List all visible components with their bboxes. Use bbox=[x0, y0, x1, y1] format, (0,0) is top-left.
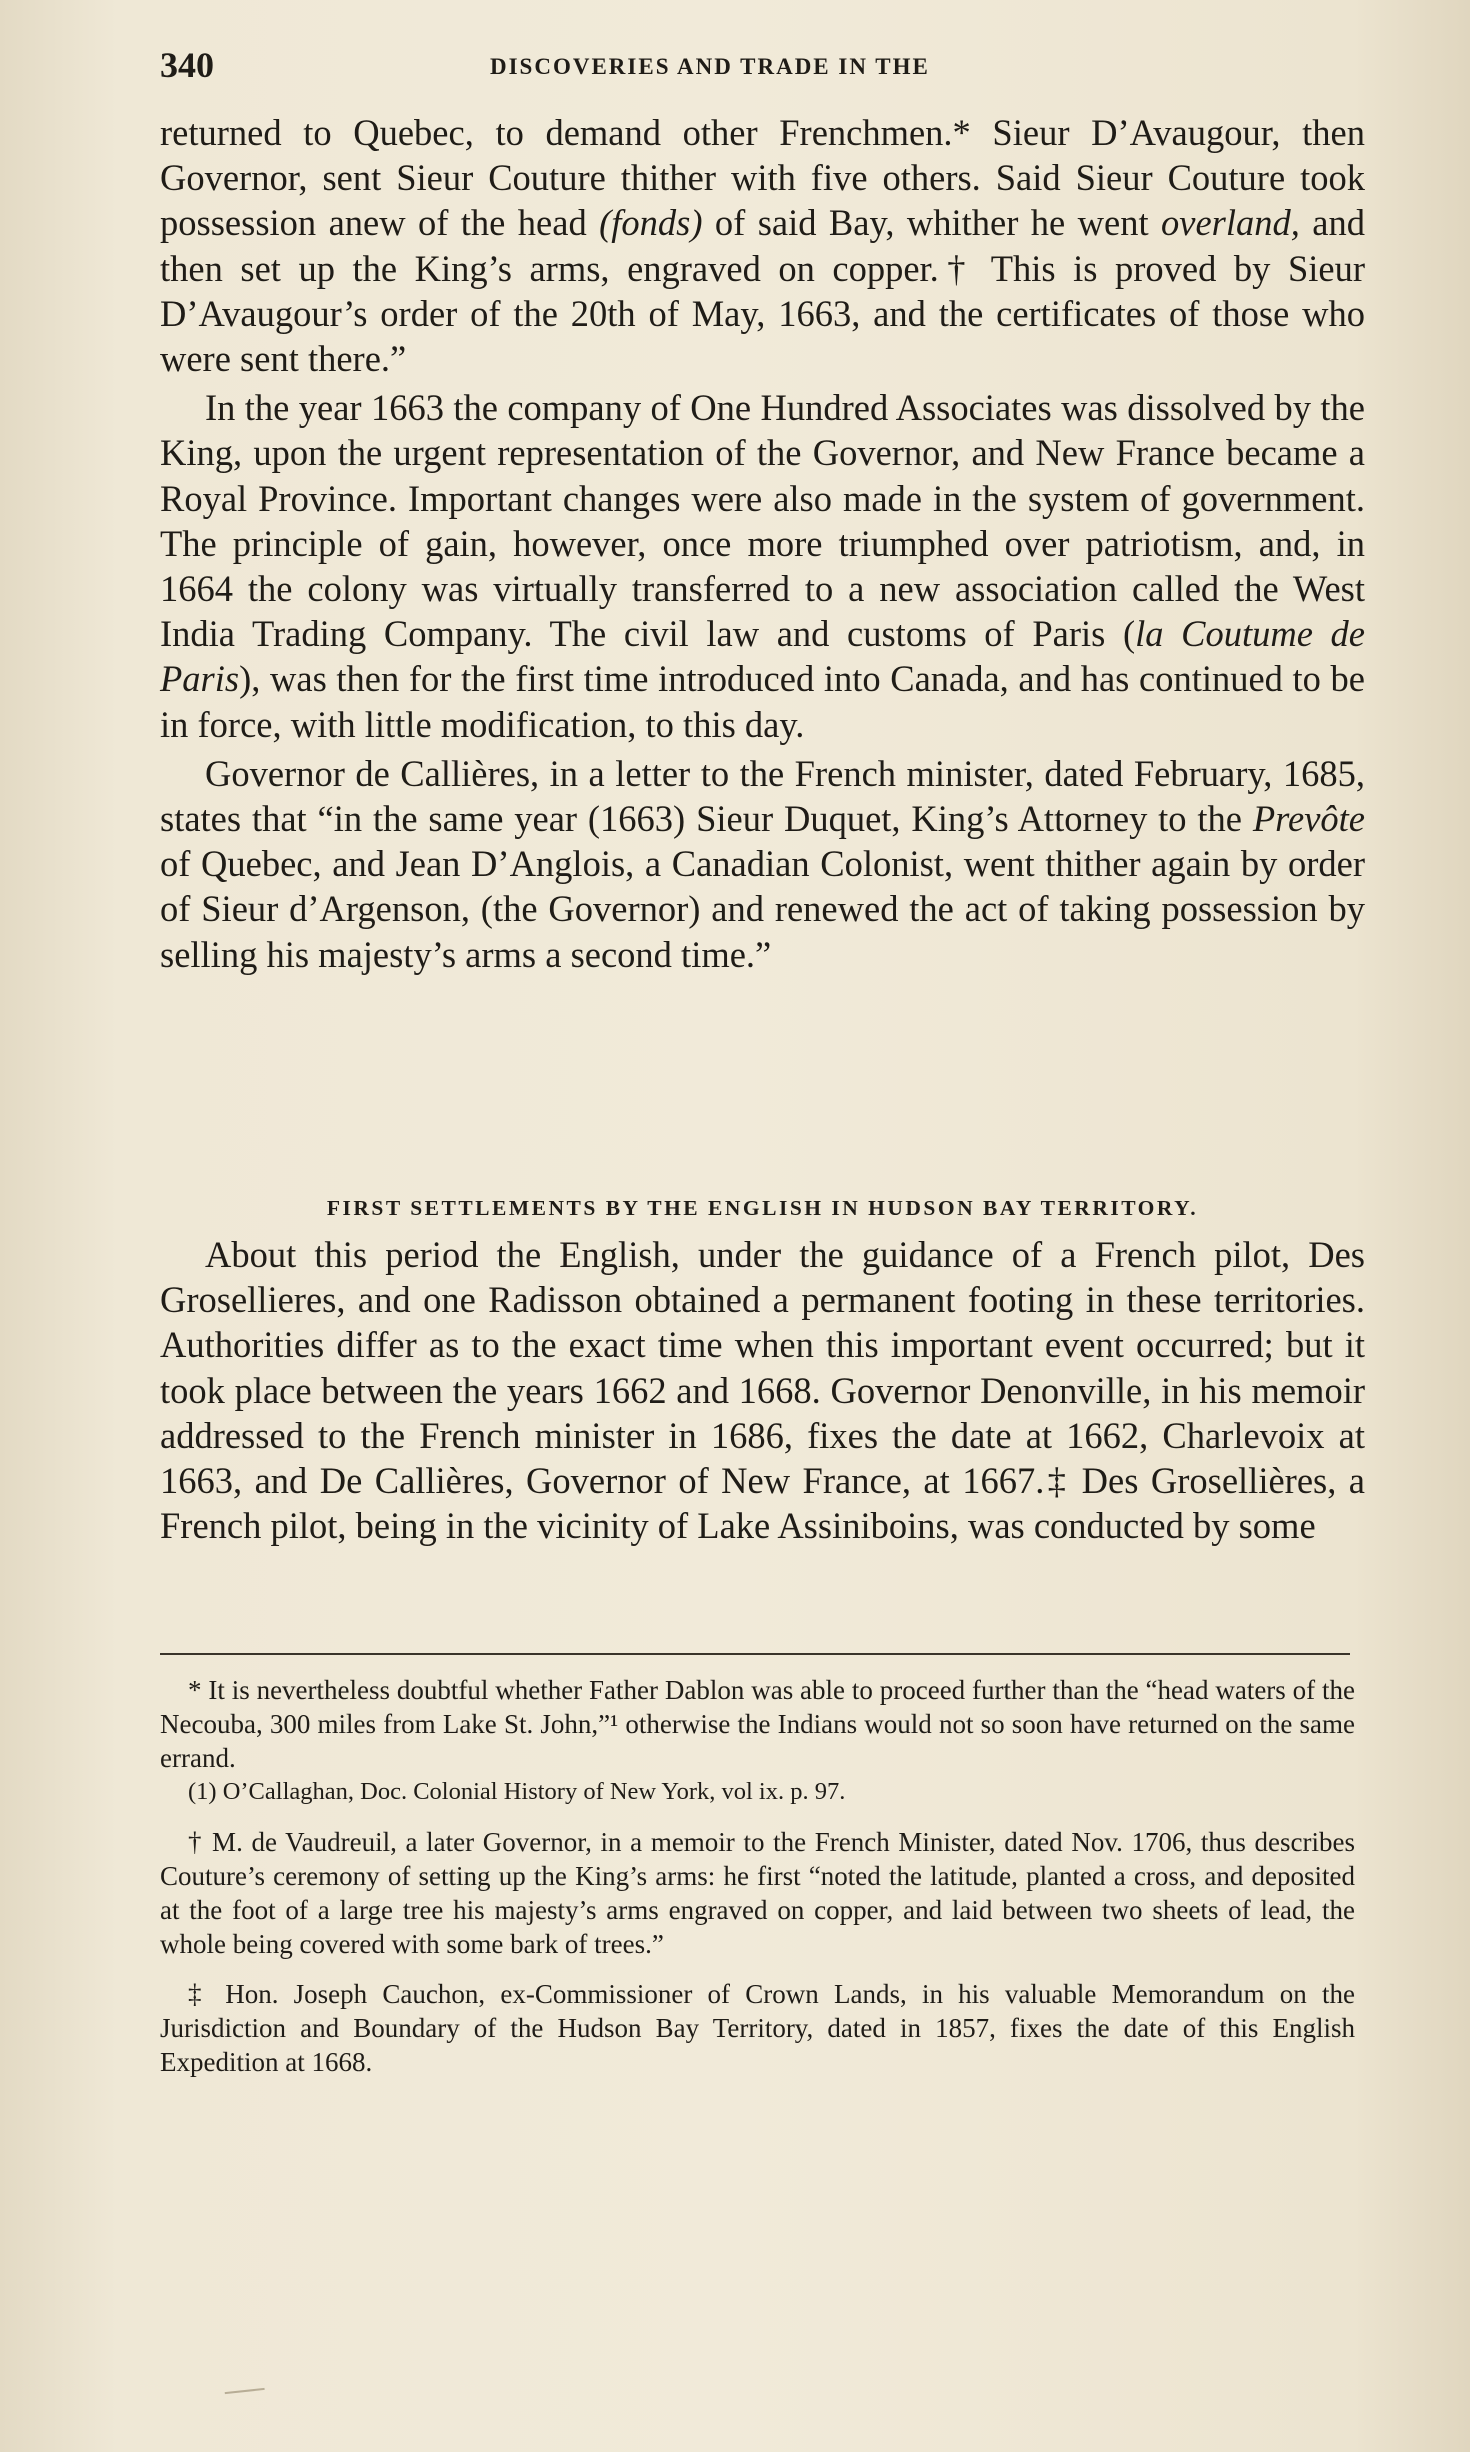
main-text bbox=[160, 110, 1365, 977]
italic-text: la Coutume de Paris bbox=[160, 613, 1365, 700]
footnote-double-dagger: ‡ Hon. Joseph Cauchon, ex-Commissioner of Crown Lands, in his valuable Memorandum on the Jurisdiction and Boundary of the Hudson Bay Territory, dated in 1857, fixes the date of this English Expedition at 1668. bbox=[160, 1979, 1355, 2077]
text-run: ), was then for the first time introduced into Canada, and has continued to be in force, with little modification, to this day. bbox=[160, 658, 1365, 745]
page-header bbox=[160, 44, 1365, 94]
text-run: In the year 1663 the company of One Hundred Associates was dissolved by the King, upon the urgent representation of the Governor, and New France became a Royal Province. Important changes were also made in the system of government. The principle of gain, however, once more triumphed over patriotism, and, in 1664 the colony was virtually transferred to a new association called the West India Trading Company. The civil law and customs of Paris ( bbox=[160, 387, 1365, 655]
paragraph-english-settlement: About this period the English, under the guidance of a French pilot, Des Grosellieres, and one Radisson obtained a permanent footing in these territories. Authorities differ as to the exact time when this important event occurred; but it took place between the years 1662 and 1668. Governor Denonville, in his memoir addressed to the French minister in 1686, fixes the date at 1662, Charlevoix at 1663, and De Callières, Governor of New France, at 1667.‡ Des Grosellières, a French pilot, being in the vicinity of Lake Assiniboins, was conducted by some bbox=[160, 1234, 1365, 1547]
italic-text: (fonds) bbox=[599, 202, 703, 244]
text-run: Governor de Callières, in a letter to the French minister, dated February, 1685, states that “in the same year (1663) Sieur Duquet, King’s Attorney to the bbox=[160, 752, 1365, 840]
footnote-dagger: † M. de Vaudreuil, a later Governor, in a memoir to the French Minister, dated Nov. 1706, thus describes Couture’s ceremony of setting up the King’s arms: he first “noted the latitude, planted a cross, and deposited at the foot of a large tree his majesty’s arms engraved on copper, and laid between two sheets of lead, the whole being covered with some bark of trees.” bbox=[160, 1827, 1355, 1959]
section-text bbox=[160, 1232, 1365, 1548]
text-run: of Quebec, and Jean D’Anglois, a Canadian Colonist, went thither again by order of Sieur d’Argenson, (the Governor) and renewed the act of taking possession by selling his majesty’s arms a second time.” bbox=[160, 843, 1365, 975]
text-run: and then set up the King’s arms, engraved on copper.† This is proved by Sieur D’Avaugour’s order of the 20th of May, 1663, and the certificates of those who were sent there.” bbox=[160, 202, 1365, 380]
italic-text: Prevôte bbox=[1252, 798, 1365, 840]
paragraph-continued bbox=[160, 110, 1365, 381]
section-heading: FIRST SETTLEMENTS BY THE ENGLISH IN HUDSON BAY TERRITORY. bbox=[326, 1196, 1199, 1220]
running-head: DISCOVERIES AND TRADE IN THE bbox=[490, 54, 930, 79]
paragraph-company-dissolved bbox=[160, 385, 1365, 747]
footnote-divider bbox=[160, 1653, 1350, 1655]
page-number: 340 bbox=[160, 45, 214, 85]
text-run: of said Bay, whither he went bbox=[702, 202, 1162, 244]
footnotes bbox=[160, 1673, 1355, 2079]
paragraph-callieres-letter bbox=[160, 751, 1365, 977]
footnote-asterisk: * It is nevertheless doubtful whether Father Dablon was able to proceed further than the “head waters of the Necouba, 300 miles from Lake St. John,”¹ otherwise the Indians would not so soon have returned on the same errand. bbox=[160, 1675, 1355, 1773]
ink-smudge bbox=[225, 2388, 266, 2400]
italic-text: overland, bbox=[1161, 202, 1300, 244]
footnote-reference: (1) O’Callaghan, Doc. Colonial History of New York, vol ix. p. 97. bbox=[188, 1778, 846, 1805]
text-run: returned to Quebec, to demand other Frenchmen.* Sieur D’Avaugour, then Governor, sent Sieur Couture thither with five others. Said Sieur Couture took possession anew of the head bbox=[160, 112, 1365, 244]
